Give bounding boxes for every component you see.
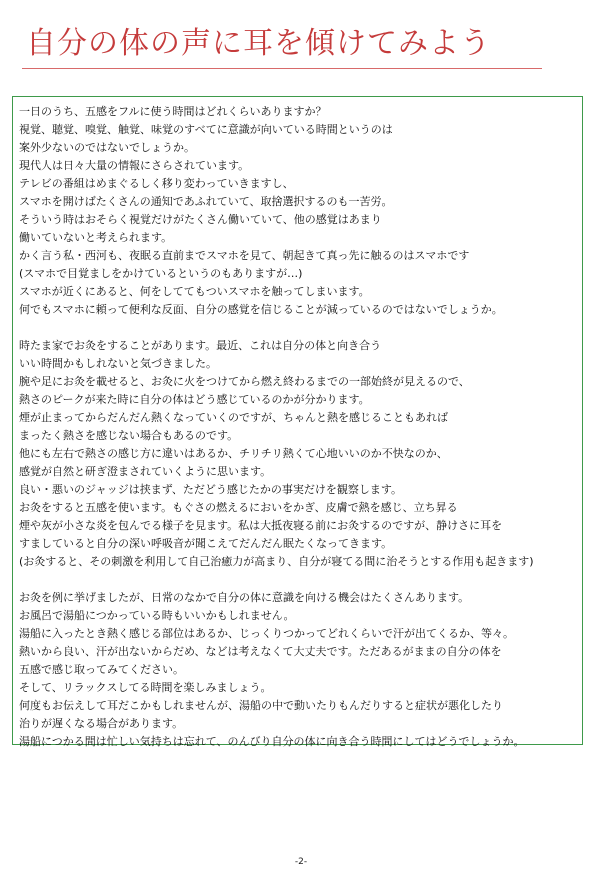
paragraph-moxibustion	[19, 337, 582, 571]
text-line: 良い・悪いのジャッジは挟まず、ただどう感じたかの事実だけを観察します。	[19, 483, 403, 496]
text-line: 時たま家でお灸をすることがあります。最近、これは自分の体と向き合う	[19, 339, 382, 352]
text-line: お灸を例に挙げましたが、日常のなかで自分の体に意識を向ける機会はたくさんあります。	[19, 591, 470, 604]
text-line: 熱いから良い、汗が出ないからだめ、などは考えなくて大丈夫です。ただあるがままの自分の体を	[19, 645, 502, 658]
text-line: テレビの番組はめまぐるしく移り変わっていきますし、	[19, 177, 294, 190]
text-line: 視覚、聴覚、嗅覚、触覚、味覚のすべてに意識が向いている時間というのは	[19, 123, 393, 136]
text-line: 働いていないと考えられます。	[19, 231, 173, 244]
title-underline	[22, 68, 542, 69]
text-line: 煙が止まってからだんだん熱くなっていくのですが、ちゃんと熱を感じることもあれば	[19, 411, 448, 424]
text-line: 湯船に入ったとき熱く感じる部位はあるか、じっくりつかってどれくらいで汗が出てくるか、等々。	[19, 627, 514, 640]
text-line: まったく熱さを感じない場合もあるのです。	[19, 429, 239, 442]
text-line: 何度もお伝えして耳だこかもしれませんが、湯船の中で動いたりもんだりすると症状が悪化したり	[19, 699, 503, 712]
text-line: 感覚が自然と研ぎ澄まされていくように思います。	[19, 465, 272, 478]
text-line: 湯船につかる間は忙しい気持ちは忘れて、のんびり自分の体に向き合う時間にしてはどうでしょうか。	[19, 735, 525, 748]
text-line: (お灸すると、その刺激を利用して自己治癒力が高まり、自分が寝てる間に治そうとする作用も起きます)	[19, 555, 534, 568]
text-line: すましていると自分の深い呼吸音が聞こえてだんだん眠たくなってきます。	[19, 537, 393, 550]
text-line: お風呂で湯船につかっている時もいいかもしれません。	[19, 609, 295, 622]
text-line: 他にも左右で熱さの感じ方に違いはあるか、チリチリ熱くて心地いいのか不快なのか、	[19, 447, 448, 460]
text-line: 五感で感じ取ってみてください。	[19, 663, 184, 676]
text-line: 腕や足にお灸を載せると、お灸に火をつけてから燃え終わるまでの一部始終が見えるので、	[19, 375, 470, 388]
content-box	[12, 96, 583, 748]
text-line: (スマホで目覚ましをかけているというのもありますが…)	[19, 267, 303, 280]
text-line: 案外少ないのではないでしょうか。	[19, 141, 195, 154]
text-line: そして、リラックスしてる時間を楽しみましょう。	[19, 681, 272, 694]
paragraph-smartphone	[19, 103, 582, 319]
page-number: -2-	[294, 857, 308, 867]
text-line: いい時間かもしれないと気づきました。	[19, 357, 217, 370]
text-line: 現代人は日々大量の情報にさらされています。	[19, 159, 250, 172]
text-line: かく言う私・西河も、夜眠る直前までスマホを見て、朝起きて真っ先に触るのはスマホです	[19, 249, 470, 262]
text-line: 煙や灰が小さな炎を包んでる様子を見ます。私は大抵夜寝る前にお灸するのですが、静けさに耳を	[19, 519, 503, 532]
text-line: 一日のうち、五感をフルに使う時間はどれくらいありますか？	[19, 105, 327, 118]
text-line: お灸をすると五感を使います。もぐさの燃えるにおいをかぎ、皮膚で熱を感じ、立ち昇る	[19, 501, 458, 514]
text-line: そういう時はおそらく視覚だけがたくさん働いていて、他の感覚はあまり	[19, 213, 382, 226]
text-line: 何でもスマホに頼って便利な反面、自分の感覚を信じることが減っているのではないでしょうか。	[19, 303, 503, 316]
page-title: 自分の体の声に耳を傾けてみよう	[26, 26, 491, 61]
text-line: 治りが遅くなる場合があります。	[19, 717, 184, 730]
text-line: 熱さのピークが来た時に自分の体はどう感じているのかが分かります。	[19, 393, 370, 406]
text-line: スマホを開けばたくさんの通知であふれていて、取捨選択するのも一苦労。	[19, 195, 393, 208]
paragraph-bath	[19, 589, 582, 751]
text-line: スマホが近くにあると、何をしててもついスマホを触ってしまいます。	[19, 285, 370, 298]
